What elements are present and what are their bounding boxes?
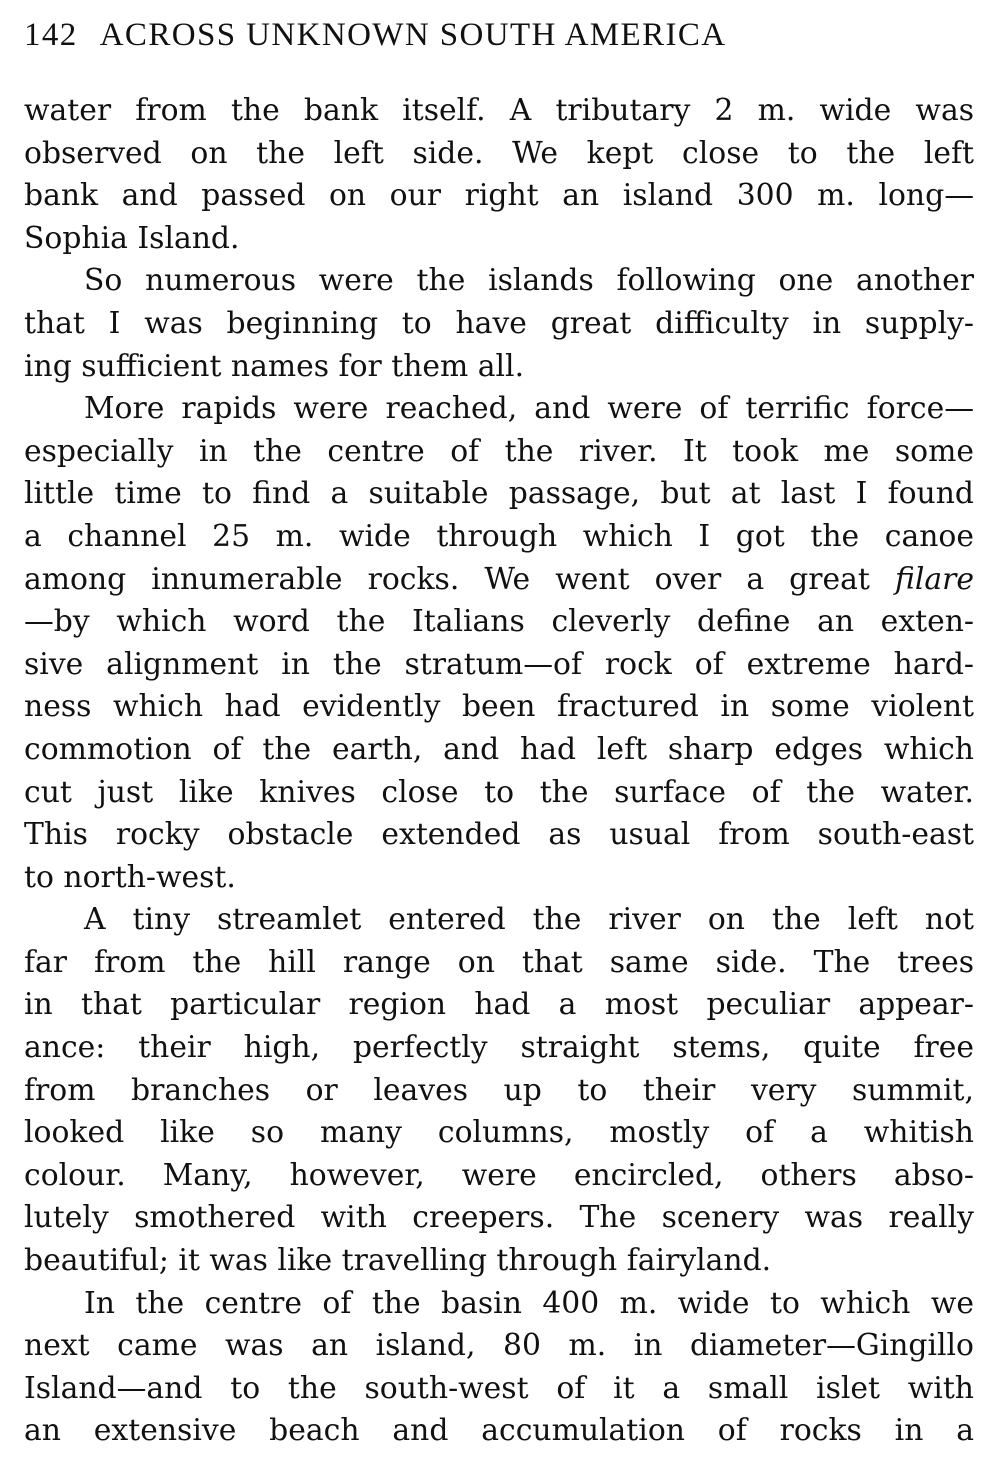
text-line: to north-west.	[24, 859, 236, 895]
text-line: In the centre of the basin 400 m. wide to which we	[84, 1285, 974, 1321]
text-line: bank and passed on our right an island 300 m. long—	[24, 178, 974, 214]
text-line-with-italic	[24, 559, 974, 602]
text-line: that I was beginning to have great difficulty in supply-	[24, 305, 974, 341]
text-line: an extensive beach and accumulation of rocks in a	[24, 1413, 974, 1449]
text-line: next came was an island, 80 m. in diameter—Gingillo	[24, 1328, 974, 1364]
text-line: —by which word the Italians cleverly define an exten-	[24, 604, 974, 640]
text-line: beautiful; it was like travelling through fairyland.	[24, 1243, 772, 1279]
running-title: ACROSS UNKNOWN SOUTH AMERICA	[99, 17, 727, 53]
text-line: a channel 25 m. wide through which I got the canoe	[24, 518, 974, 554]
text-line: ing sufficient names for them all.	[24, 348, 525, 384]
text-line-segment: among innumerable rocks. We went over a great	[24, 561, 895, 597]
text-line: So numerous were the islands following one another	[84, 263, 974, 299]
text-line: lutely smothered with creepers. The scenery was really	[24, 1200, 974, 1236]
running-head	[24, 14, 974, 56]
text-line: ness which had evidently been fractured in some violent	[24, 689, 974, 725]
text-line: colour. Many, however, were encircled, others abso-	[24, 1157, 974, 1193]
text-line: commotion of the earth, and had left sharp edges which	[24, 731, 974, 767]
text-line: in that particular region had a most peculiar appear-	[24, 987, 974, 1023]
text-line: A tiny streamlet entered the river on the left not	[84, 902, 974, 938]
text-line: Island—and to the south-west of it a small islet with	[24, 1370, 974, 1406]
paragraph	[24, 388, 974, 899]
body-text	[24, 90, 974, 1453]
text-line: Sophia Island.	[24, 220, 240, 256]
text-line: from branches or leaves up to their very summit,	[24, 1072, 974, 1108]
page-number: 142	[24, 17, 78, 53]
text-line: This rocky obstacle extended as usual from south-east	[24, 817, 974, 853]
paragraph	[24, 90, 974, 260]
italic-term: filare	[894, 561, 974, 597]
paragraph	[24, 1283, 974, 1453]
text-line: More rapids were reached, and were of terrific force—	[84, 391, 974, 427]
text-line: especially in the centre of the river. It took me some	[24, 433, 974, 469]
paragraph	[24, 899, 974, 1282]
book-page	[24, 14, 974, 1453]
text-line: little time to find a suitable passage, but at last I found	[24, 476, 974, 512]
text-line: water from the bank itself. A tributary 2 m. wide was	[24, 93, 974, 128]
text-line: looked like so many columns, mostly of a whitish	[24, 1115, 974, 1151]
paragraph	[24, 260, 974, 388]
text-line: ance: their high, perfectly straight stems, quite free	[24, 1030, 974, 1066]
text-line: sive alignment in the stratum—of rock of extreme hard-	[24, 646, 974, 682]
text-line: cut just like knives close to the surface of the water.	[24, 774, 974, 810]
text-line: observed on the left side. We kept close to the left	[24, 135, 974, 171]
text-line: far from the hill range on that same side. The trees	[24, 944, 974, 980]
